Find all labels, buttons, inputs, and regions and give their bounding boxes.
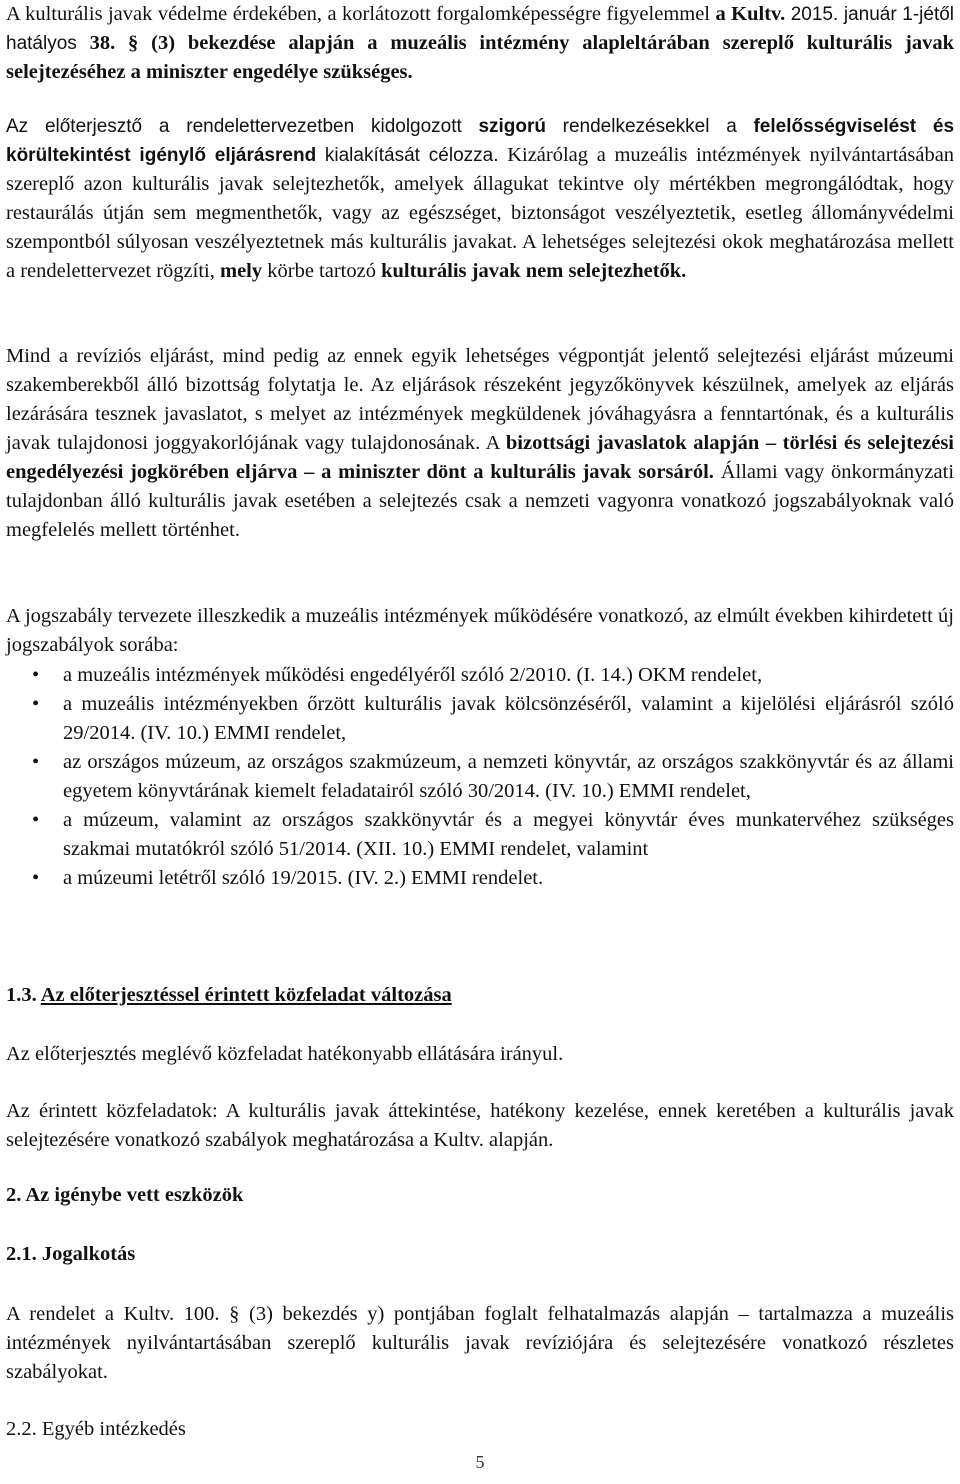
section-heading-1-3 [6,984,452,1007]
text: Mind a revíziós eljárást, mind pedig az ennek egyik lehetséges végpontját jelentő selejtezési eljárást múzeumi szakemberekből álló bizottság folytatja le. Az eljárások részeként jegyzőkönyvek készülnek, amelyek az eljárás lezárására tesznek javaslatot, s melyet az intézmények megküldenek jóváhagyásra a fenntartónak, és a kulturális javak tulajdonosi joggyakorlójának vagy tulajdonosának. A [6,345,954,454]
bullet-icon: • [32,751,40,773]
section-heading-2-2: 2.2. Egyéb intézkedés [6,1418,186,1440]
paragraph-selejtezes-engedely [6,0,954,87]
text-bold-sans: felelősségviselést és körültekintést igénylő eljárásrend [6,116,955,166]
list-item [6,748,954,806]
list-item [6,864,954,893]
legal-list [6,661,954,893]
paragraph-jogalkotas: A rendelet a Kultv. 100. § (3) bekezdés y) pontjában foglalt felhatalmazás alapján – tartalmazza a muzeális intézmények nyilvántartásában szereplő kulturális javak revíziójára és selejtezésére vonatkozó részletes szabályokat. [6,1303,954,1383]
bullet-icon: • [32,693,40,715]
paragraph-jogszabaly-tervezet: A jogszabály tervezete illeszkedik a muzeális intézmények működésére vonatkozó, az elmúlt években kihirdetett új jogszabályok sorába: [6,605,954,656]
text-sans: kialakítását célozza. [324,145,499,166]
text: Állami vagy önkormányzati tulajdonban álló kulturális javak esetében a selejtezés csak a nemzeti vagyonra vonatkozó jogszabályoknak való megfelelés mellett történhet. [6,461,955,541]
text-sans: 2015. január 1-jétől hatályos [6,4,955,54]
bullet-icon: • [32,867,40,889]
page-number: 5 [475,1452,485,1472]
bullet-icon: • [32,664,40,686]
section-heading-2: 2. Az igénybe vett eszközök [6,1184,244,1206]
list-item [6,806,954,864]
text-bold: bizottsági javaslatok alapján – törlési és selejtezési engedélyezési jogkörében eljárva – a miniszter dönt a kulturális javak sorsáról. [6,432,954,483]
text-bold: 38. § (3) bekezdése alapján a muzeális intézmény alapleltárában szereplő kulturális javak selejtezéséhez a miniszter engedélye szükséges. [6,32,955,83]
paragraph-eljarasrend [6,112,954,286]
list-item-text: a múzeum, valamint az országos szakkönyvtár és a megyei könyvtár éves munkatervéhez szükséges szakmai mutatókról szóló 51/2014. (XII. 10.) EMMI rendelet, valamint [63,809,954,860]
section-heading-2-1: 2.1. Jogalkotás [6,1243,136,1265]
list-item-text: a muzeális intézmények működési engedélyéről szóló 2/2010. (I. 14.) OKM rendelet, [63,664,763,686]
text-sans: Az előterjesztő a rendelettervezetben kidolgozott [6,116,462,137]
text: körbe tartozó [267,260,376,282]
paragraph-erintett-kozfeladatok: Az érintett közfeladatok: A kulturális javak áttekintése, hatékony kezelése, ennek keretében a kulturális javak selejtezésére vonatkozó szabályok meghatározása a Kultv. alapján. [6,1100,954,1151]
section-number: 1.3. [6,984,37,1006]
paragraph-revizios-eljaras [6,342,954,545]
section-title: Az előterjesztéssel érintett közfeladat változása [40,984,452,1006]
list-item [6,661,954,690]
text: A kulturális javak védelme érdekében, a korlátozott forgalomképességre figyelemmel [6,3,711,25]
text-bold: a Kultv. [715,3,786,25]
list-item-text: a muzeális intézményekben őrzött kulturális javak kölcsönzéséről, valamint a kijelölési eljárásról szóló 29/2014. (IV. 10.) EMMI rendelet, [63,693,954,744]
text: Kizárólag a muzeális intézmények nyilvántartásában szereplő azon kulturális javak selejtezhetők, amelyek állagukat tekintve oly mértékben megrongálódtak, hogy restaurálás útján sem megmenthetők, vagy az egészséget, biztonságot veszélyeztetik, esetleg állományvédelmi szempontból súlyosan veszélyeztetnek más kulturális javakat. A lehetséges selejtezési okok meghatározása mellett a rendelettervezet rögzíti, [6,144,955,282]
text-bold-sans: szigorú [478,116,547,137]
list-item [6,690,954,748]
text-bold: mely [220,260,263,282]
bullet-icon: • [32,809,40,831]
list-item-text: az országos múzeum, az országos szakmúzeum, a nemzeti könyvtár, az országos szakkönyvtár és az állami egyetem könyvtárának kiemelt feladatairól szóló 30/2014. (IV. 10.) EMMI rendelet, [63,751,954,802]
paragraph-kozfeladat: Az előterjesztés meglévő közfeladat hatékonyabb ellátására irányul. [6,1043,564,1065]
list-item-text: a múzeumi letétről szóló 19/2015. (IV. 2.) EMMI rendelet. [63,867,544,889]
text-bold: kulturális javak nem selejtezhetők. [381,260,687,282]
text-sans: rendelkezésekkel a [562,116,737,137]
